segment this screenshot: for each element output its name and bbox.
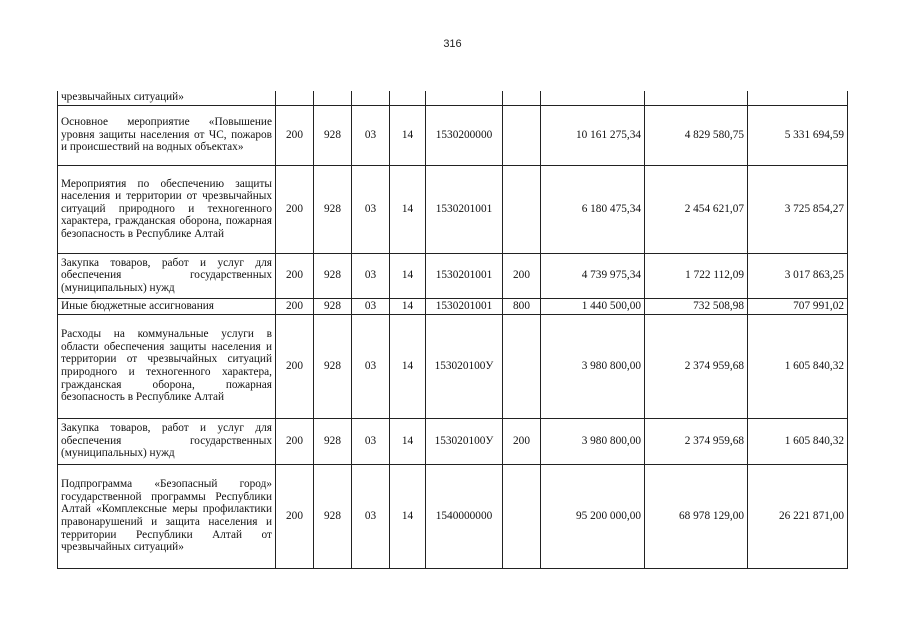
amount-year2: 2 374 959,68 [645, 418, 748, 464]
amount-year3: 5 331 694,59 [748, 105, 848, 165]
table-row [58, 298, 848, 314]
row-name: Мероприятия по обеспечению защиты населения и территории от чрезвычайных ситуаций природного и техногенного характера, гражданская оборона, пожарная безопасность в Республике Алтай [58, 165, 276, 253]
ministry-code: 928 [314, 314, 352, 418]
target-code: 1540000000 [426, 464, 503, 568]
amount-year1: 4 739 975,34 [541, 253, 645, 298]
section-code: 03 [352, 105, 390, 165]
subsection-code [390, 91, 426, 105]
target-code: 1530200000 [426, 105, 503, 165]
expense-code: 200 [503, 418, 541, 464]
expense-code [503, 165, 541, 253]
admin-code: 200 [276, 314, 314, 418]
table-row [58, 314, 848, 418]
expense-code [503, 314, 541, 418]
amount-year2: 2 454 621,07 [645, 165, 748, 253]
section-code: 03 [352, 298, 390, 314]
amount-year2: 4 829 580,75 [645, 105, 748, 165]
amount-year1: 6 180 475,34 [541, 165, 645, 253]
amount-year3 [748, 91, 848, 105]
subsection-code: 14 [390, 165, 426, 253]
budget-table [57, 91, 848, 569]
table-row [58, 253, 848, 298]
amount-year1: 95 200 000,00 [541, 464, 645, 568]
amount-year1: 10 161 275,34 [541, 105, 645, 165]
row-name: Иные бюджетные ассигнования [58, 298, 276, 314]
amount-year1 [541, 91, 645, 105]
amount-year2: 732 508,98 [645, 298, 748, 314]
target-code: 1530201001 [426, 253, 503, 298]
ministry-code: 928 [314, 298, 352, 314]
amount-year3: 1 605 840,32 [748, 418, 848, 464]
subsection-code: 14 [390, 464, 426, 568]
admin-code: 200 [276, 165, 314, 253]
amount-year2: 2 374 959,68 [645, 314, 748, 418]
target-code: 153020100У [426, 314, 503, 418]
ministry-code: 928 [314, 464, 352, 568]
expense-code [503, 91, 541, 105]
table-row [58, 105, 848, 165]
expense-code: 800 [503, 298, 541, 314]
amount-year1: 1 440 500,00 [541, 298, 645, 314]
table-row [58, 418, 848, 464]
subsection-code: 14 [390, 253, 426, 298]
section-code: 03 [352, 165, 390, 253]
amount-year2: 68 978 129,00 [645, 464, 748, 568]
row-name: чрезвычайных ситуаций» [58, 91, 276, 105]
expense-code [503, 105, 541, 165]
amount-year3: 707 991,02 [748, 298, 848, 314]
target-code: 1530201001 [426, 298, 503, 314]
amount-year3: 3 017 863,25 [748, 253, 848, 298]
admin-code: 200 [276, 105, 314, 165]
amount-year2: 1 722 112,09 [645, 253, 748, 298]
row-name: Подпрограмма «Безопасный город» государственной программы Республики Алтай «Комплексные меры профилактики правонарушений и защита населения и территории Республики Алтай от чрезвычайных ситуаций» [58, 464, 276, 568]
ministry-code: 928 [314, 253, 352, 298]
table-row [58, 91, 848, 105]
admin-code: 200 [276, 298, 314, 314]
amount-year1: 3 980 800,00 [541, 314, 645, 418]
amount-year3: 26 221 871,00 [748, 464, 848, 568]
table-row [58, 464, 848, 568]
ministry-code [314, 91, 352, 105]
amount-year3: 3 725 854,27 [748, 165, 848, 253]
admin-code: 200 [276, 464, 314, 568]
subsection-code: 14 [390, 298, 426, 314]
subsection-code: 14 [390, 105, 426, 165]
target-code: 1530201001 [426, 165, 503, 253]
page-number: 316 [443, 38, 462, 50]
section-code: 03 [352, 464, 390, 568]
ministry-code: 928 [314, 165, 352, 253]
section-code: 03 [352, 253, 390, 298]
section-code [352, 91, 390, 105]
section-code: 03 [352, 314, 390, 418]
target-code [426, 91, 503, 105]
target-code: 153020100У [426, 418, 503, 464]
section-code: 03 [352, 418, 390, 464]
admin-code: 200 [276, 253, 314, 298]
admin-code: 200 [276, 418, 314, 464]
table-row [58, 165, 848, 253]
amount-year3: 1 605 840,32 [748, 314, 848, 418]
row-name: Расходы на коммунальные услуги в области обеспечения защиты населения и территории от чрезвычайных ситуаций природного и техногенного характера, гражданская оборона, пожарная безопасность в Республике Алтай [58, 314, 276, 418]
expense-code: 200 [503, 253, 541, 298]
ministry-code: 928 [314, 418, 352, 464]
subsection-code: 14 [390, 418, 426, 464]
row-name: Основное мероприятие «Повышение уровня защиты населения от ЧС, пожаров и происшествий на водных объектах» [58, 105, 276, 165]
row-name: Закупка товаров, работ и услуг для обеспечения государственных (муниципальных) нужд [58, 253, 276, 298]
row-name: Закупка товаров, работ и услуг для обеспечения государственных (муниципальных) нужд [58, 418, 276, 464]
expense-code [503, 464, 541, 568]
subsection-code: 14 [390, 314, 426, 418]
amount-year2 [645, 91, 748, 105]
amount-year1: 3 980 800,00 [541, 418, 645, 464]
admin-code [276, 91, 314, 105]
ministry-code: 928 [314, 105, 352, 165]
